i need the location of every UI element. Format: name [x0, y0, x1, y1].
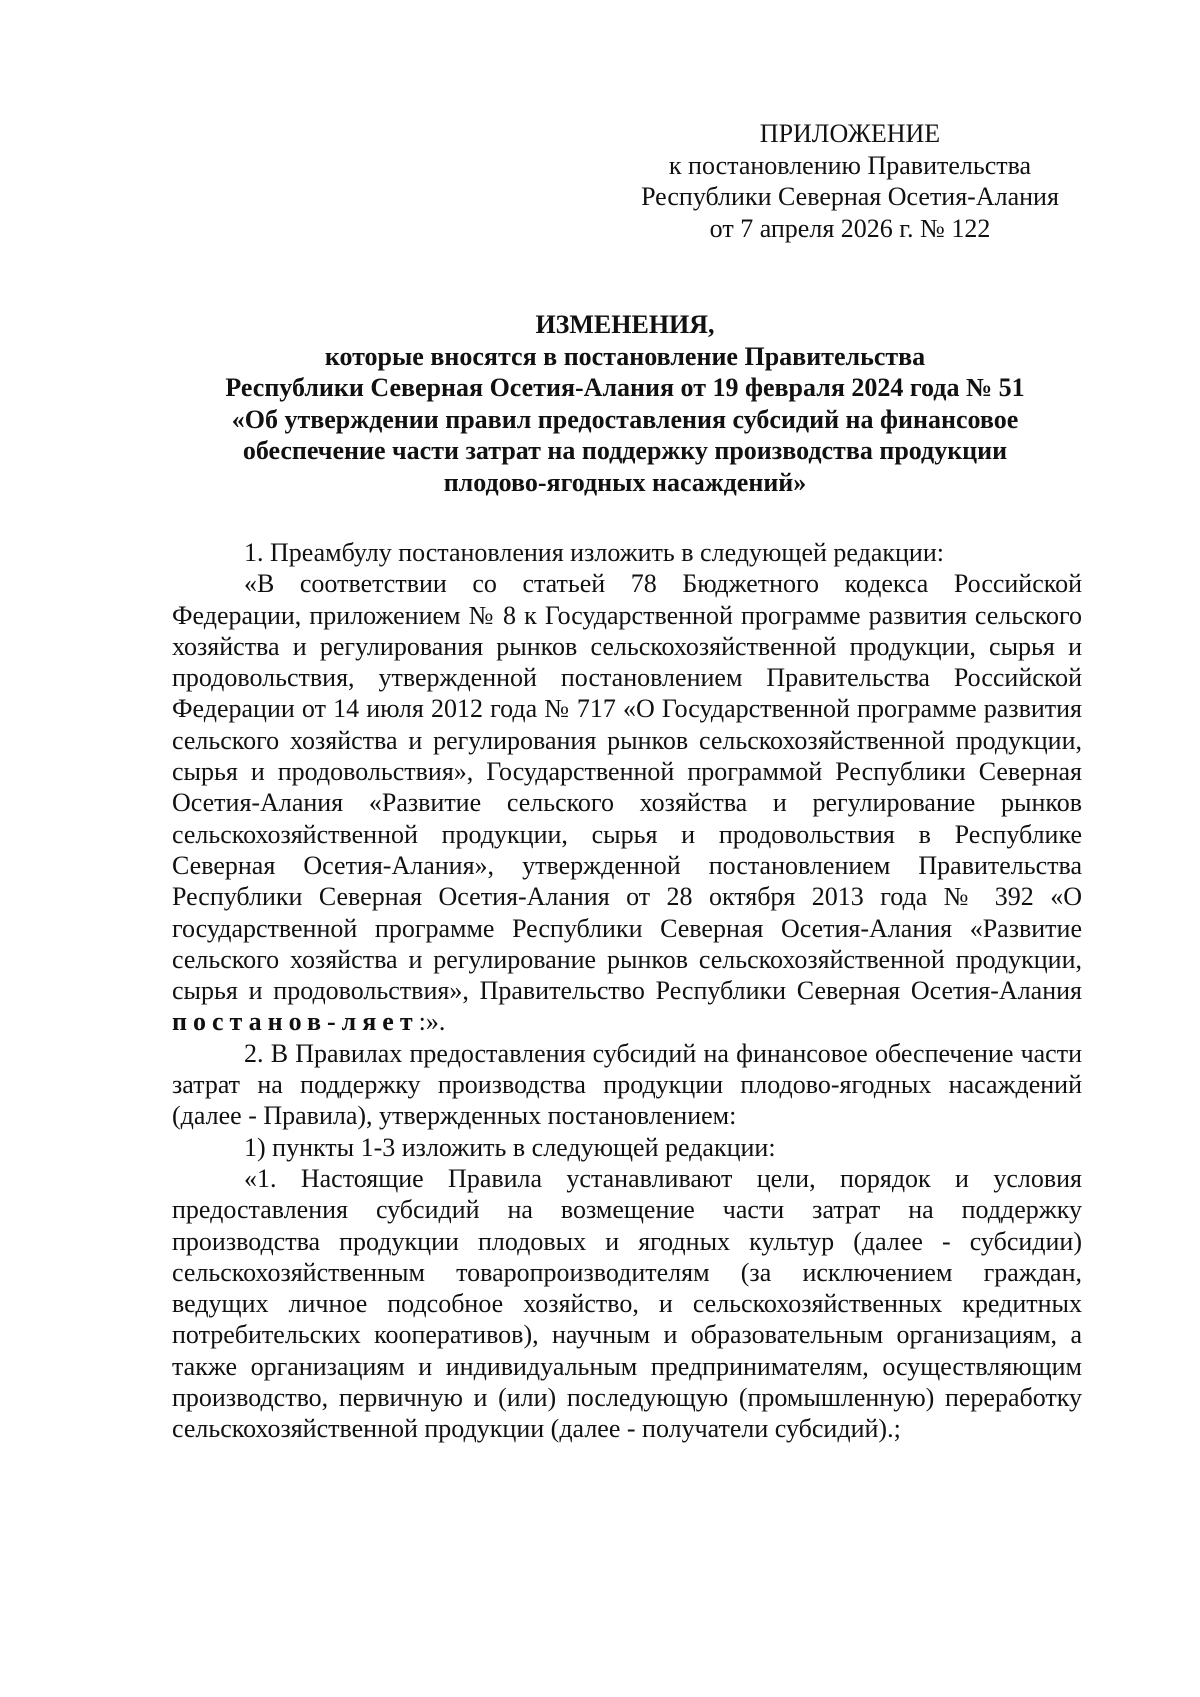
appendix-ref-line: к постановлению Правительства: [668, 150, 1032, 180]
title-line: плодово-ягодных насаждений»: [443, 467, 807, 497]
paragraph-2: [172, 568, 1082, 1037]
title-line: которые вносятся в постановление Правительства: [324, 341, 926, 371]
appendix-header: [600, 118, 1100, 244]
title-line: обеспечение части затрат на поддержку производства продукции: [242, 436, 1008, 465]
appendix-label: ПРИЛОЖЕНИЕ: [759, 119, 941, 148]
appendix-date-number: от 7 апреля 2026 г. № 122: [709, 213, 991, 243]
title-line: Республики Северная Осетия-Алания от 19 февраля 2024 года № 51: [225, 373, 1025, 402]
emphasized-word: постанов-ляет: [172, 1007, 419, 1037]
paragraph-5: «1. Настоящие Правила устанавливают цели, порядок и условия предоставления субсидий на возмещение части затрат на поддержку производства продукции плодовых и ягодных культур (далее - субсидии) сельскохозяйственным товаропроизводителям (за исключением граждан, ведущих личное подсобное хозяйство, и сельскохозяйственных кредитных потребительских кооперативов), научным и образовательным организациям, а также организациям и индивидуальным предпринимателям, осуществляющим производство, первичную и (или) последующую (промышленную) переработку сельскохозяйственной продукции (далее - получатели субсидий).;: [172, 1163, 1082, 1444]
paragraph-4: 1) пункты 1-3 изложить в следующей редакции:: [244, 1132, 776, 1162]
paragraph-1: 1. Преамбулу постановления изложить в следующей редакции:: [244, 538, 944, 567]
paragraph-2-text: «В соответствии со статьей 78 Бюджетного кодекса Российской Федерации, приложением № 8 к Государственной программе развития сельского хозяйства и регулирования рынков сельскохозяйственной продукции, сырья и продовольствия, утвержденной постановлением Правительства Российской Федерации от 14 июля 2012 года № 717 «О Государственной программе развития сельского хозяйства и регулирования рынков сельскохозяйственной продукции, сырья и продовольствия», Государственной программой Республики Северная Осетия-Алания «Развитие сельского хозяйства и регулирование рынков сельскохозяйственной продукции, сырья и продовольствия в Республике Северная Осетия-Алания», утвержденной постановлением Правительства Республики Северная Осетия-Алания от 28 октября 2013 года № 392 «О государственной программе Республики Северная Осетия-Алания «Развитие сельского хозяйства и регулирование рынков сельскохозяйственной продукции, сырья и продовольствия», Правительство Республики Северная Осетия-Алания: [172, 569, 1082, 1006]
paragraph-2-end: :».: [418, 1007, 446, 1037]
title-line: ИЗМЕНЕНИЯ,: [535, 310, 715, 339]
document-title: [170, 309, 1080, 498]
paragraph-3: 2. В Правилах предоставления субсидий на финансовое обеспечение части затрат на поддержку производства продукции плодово-ягодных насаждений (далее - Правила), утвержденных постановлением:: [172, 1038, 1082, 1131]
document-body: [172, 537, 1082, 1445]
title-line: «Об утверждении правил предоставления субсидий на финансовое: [231, 404, 1019, 434]
appendix-ref-line: Республики Северная Осетия-Алания: [641, 182, 1059, 211]
